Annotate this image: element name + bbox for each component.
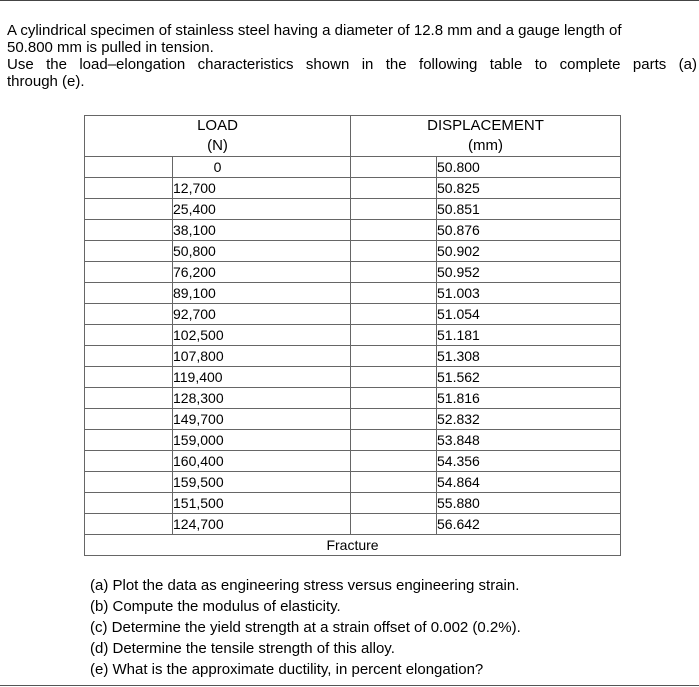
question-list [90, 575, 521, 680]
displacement-cell: 50.800 [437, 157, 621, 178]
displacement-cell: 56.642 [437, 514, 621, 535]
displacement-cell-spacer [351, 493, 437, 514]
load-cell-spacer [85, 409, 173, 430]
load-cell: 128,300 [173, 388, 351, 409]
displacement-cell-spacer [351, 451, 437, 472]
table-row [85, 451, 621, 472]
displacement-cell-spacer [351, 199, 437, 220]
load-cell: 76,200 [173, 262, 351, 283]
bottom-divider [0, 685, 699, 686]
displacement-cell-spacer [351, 157, 437, 178]
displacement-cell-spacer [351, 304, 437, 325]
question-d: (d) Determine the tensile strength of this alloy. [90, 640, 395, 657]
load-cell-spacer [85, 493, 173, 514]
displacement-unit: (mm) [351, 136, 621, 157]
table-row [85, 199, 621, 220]
load-cell: 102,500 [173, 325, 351, 346]
load-cell: 160,400 [173, 451, 351, 472]
displacement-cell-spacer [351, 241, 437, 262]
load-unit: (N) [85, 136, 351, 157]
displacement-cell-spacer [351, 430, 437, 451]
load-header: LOAD [85, 116, 351, 137]
load-cell: 12,700 [173, 178, 351, 199]
table-body [85, 157, 621, 535]
displacement-cell: 50.902 [437, 241, 621, 262]
load-cell: 151,500 [173, 493, 351, 514]
table-row [85, 514, 621, 535]
table-row [85, 388, 621, 409]
displacement-cell-spacer [351, 346, 437, 367]
load-cell: 107,800 [173, 346, 351, 367]
load-cell-spacer [85, 388, 173, 409]
table-unit-row [85, 136, 621, 157]
load-cell-spacer [85, 178, 173, 199]
displacement-cell: 50.825 [437, 178, 621, 199]
table-row [85, 283, 621, 304]
load-cell: 119,400 [173, 367, 351, 388]
load-cell-spacer [85, 430, 173, 451]
displacement-cell: 50.876 [437, 220, 621, 241]
displacement-cell: 51.308 [437, 346, 621, 367]
question-a: (a) Plot the data as engineering stress versus engineering strain. [90, 577, 520, 594]
displacement-cell-spacer [351, 283, 437, 304]
table-row [85, 262, 621, 283]
displacement-header: DISPLACEMENT [351, 116, 621, 137]
table-row [85, 220, 621, 241]
table-row [85, 409, 621, 430]
displacement-cell-spacer [351, 220, 437, 241]
table-row [85, 367, 621, 388]
table-row [85, 241, 621, 262]
load-cell-spacer [85, 241, 173, 262]
table-row [85, 178, 621, 199]
displacement-cell-spacer [351, 514, 437, 535]
table-row [85, 325, 621, 346]
table-row [85, 157, 621, 178]
displacement-cell: 51.816 [437, 388, 621, 409]
intro-line-4: through (e). [7, 73, 85, 90]
displacement-cell-spacer [351, 178, 437, 199]
displacement-cell-spacer [351, 367, 437, 388]
table-row [85, 493, 621, 514]
load-cell-spacer [85, 514, 173, 535]
intro-line-1: A cylindrical specimen of stainless steel having a diameter of 12.8 mm and a gauge length of [7, 22, 622, 39]
load-cell-spacer [85, 346, 173, 367]
displacement-cell: 51.181 [437, 325, 621, 346]
question-b: (b) Compute the modulus of elasticity. [90, 598, 341, 615]
load-cell: 25,400 [173, 199, 351, 220]
load-cell-spacer [85, 199, 173, 220]
load-cell: 0 [173, 157, 351, 178]
load-cell-spacer [85, 451, 173, 472]
load-cell-spacer [85, 304, 173, 325]
table-footer-row [85, 535, 621, 556]
displacement-cell: 54.356 [437, 451, 621, 472]
intro-line-3: Use the load–elongation characteristics shown in the following table to complete parts (a) [7, 56, 697, 73]
load-cell: 159,000 [173, 430, 351, 451]
displacement-cell: 54.864 [437, 472, 621, 493]
displacement-cell: 51.562 [437, 367, 621, 388]
displacement-cell: 52.832 [437, 409, 621, 430]
table-row [85, 430, 621, 451]
question-e: (e) What is the approximate ductility, in percent elongation? [90, 661, 484, 678]
load-cell-spacer [85, 262, 173, 283]
load-cell: 159,500 [173, 472, 351, 493]
load-cell: 124,700 [173, 514, 351, 535]
load-cell: 92,700 [173, 304, 351, 325]
table-row [85, 472, 621, 493]
load-cell: 89,100 [173, 283, 351, 304]
table-header-row [85, 116, 621, 137]
displacement-cell-spacer [351, 262, 437, 283]
displacement-cell: 50.851 [437, 199, 621, 220]
top-divider [0, 0, 699, 1]
load-cell-spacer [85, 367, 173, 388]
load-displacement-table [84, 115, 621, 556]
displacement-cell: 50.952 [437, 262, 621, 283]
load-cell: 50,800 [173, 241, 351, 262]
question-c: (c) Determine the yield strength at a strain offset of 0.002 (0.2%). [90, 619, 521, 636]
load-cell-spacer [85, 220, 173, 241]
displacement-cell-spacer [351, 388, 437, 409]
load-cell-spacer [85, 157, 173, 178]
intro-line-2: 50.800 mm is pulled in tension. [7, 39, 214, 56]
displacement-cell: 51.054 [437, 304, 621, 325]
load-cell: 38,100 [173, 220, 351, 241]
problem-statement [7, 22, 697, 90]
load-cell: 149,700 [173, 409, 351, 430]
load-cell-spacer [85, 472, 173, 493]
displacement-cell: 55.880 [437, 493, 621, 514]
displacement-cell-spacer [351, 325, 437, 346]
displacement-cell: 53.848 [437, 430, 621, 451]
displacement-cell: 51.003 [437, 283, 621, 304]
displacement-cell-spacer [351, 409, 437, 430]
table-row [85, 346, 621, 367]
load-cell-spacer [85, 325, 173, 346]
fracture-label: Fracture [85, 535, 621, 556]
table-row [85, 304, 621, 325]
load-cell-spacer [85, 283, 173, 304]
displacement-cell-spacer [351, 472, 437, 493]
